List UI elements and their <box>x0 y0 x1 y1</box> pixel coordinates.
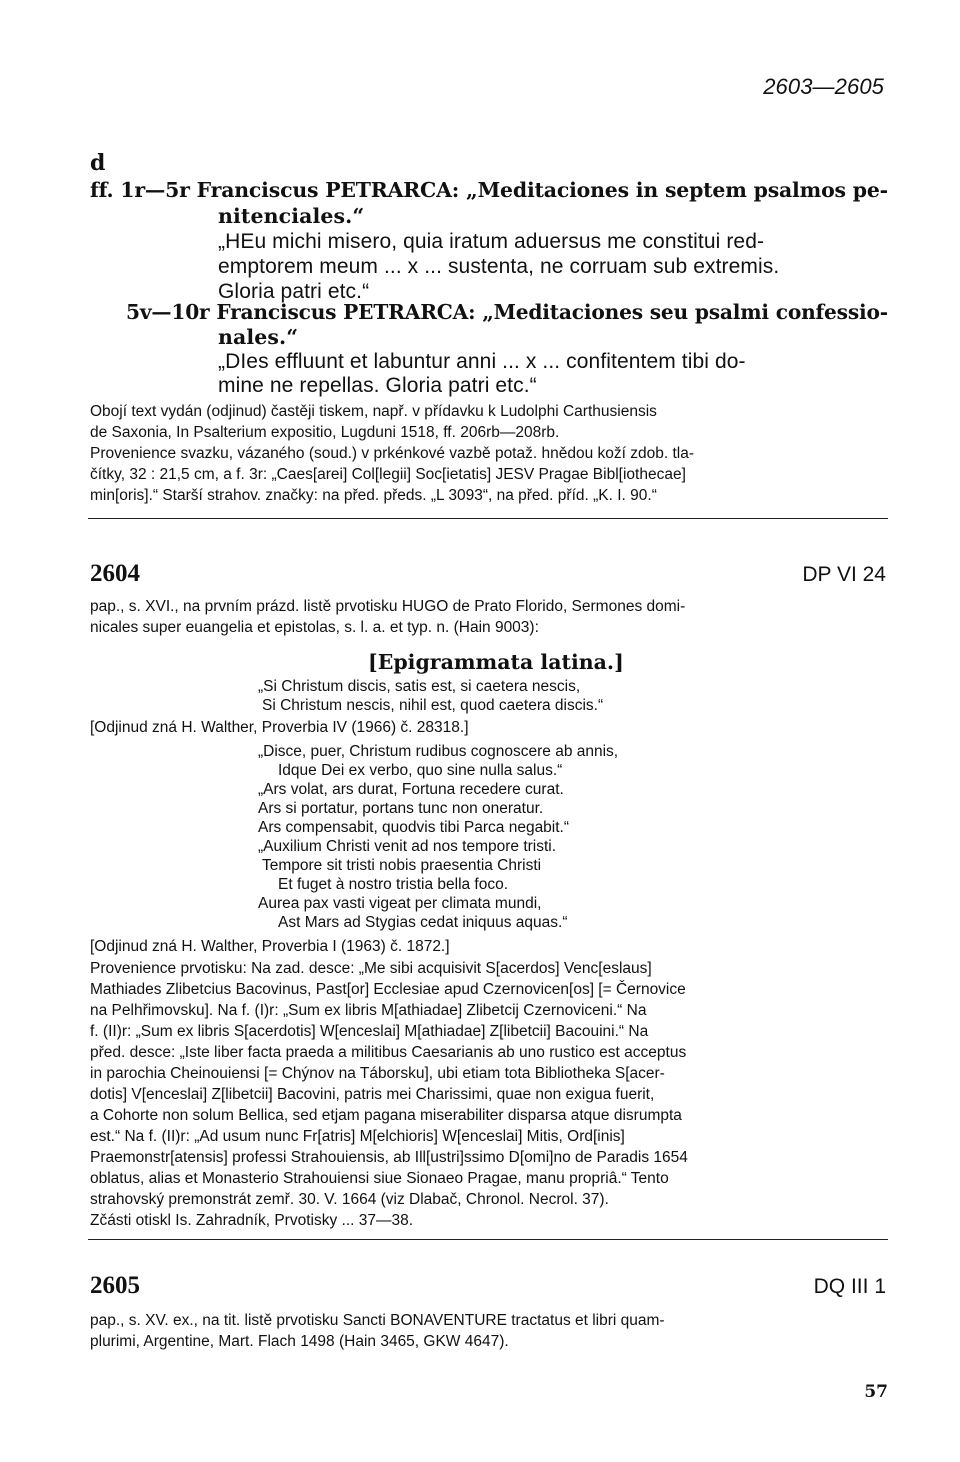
page-number: 57 <box>864 1382 888 1402</box>
item-line: ff. 1r—5r Franciscus PETRARCA: „Meditaciones in septem psalmos pe- <box>90 178 888 202</box>
provenience-line: Provenience prvotisku: Na zad. desce: „Me sibi acquisivit S[acerdos] Venc[eslaus] <box>90 960 652 977</box>
provenience-line: f. (II)r: „Sum ex libris S[acerdotis] W[enceslai] M[athiadae] Z[libetcii] Bacouini.“ Na <box>90 1023 649 1040</box>
verse-line: Ast Mars ad Stygias cedat iniquus aquas.“ <box>278 914 568 931</box>
shelfmark: DQ III 1 <box>813 1275 886 1298</box>
verse-line: Idque Dei ex verbo, quo sine nulla salus.“ <box>278 762 563 779</box>
item-line: nales.“ <box>218 325 299 349</box>
verse-line: Aurea pax vasti vigeat per climata mundi, <box>258 895 542 912</box>
provenience-line: est.“ Na f. (II)r: „Ad usum nunc Fr[atris] M[elchioris] W[enceslai] Mitis, Ord[inis] <box>90 1128 625 1145</box>
divider-rule <box>88 1239 888 1240</box>
incipit-line: „HEu michi misero, quia iratum aduersus me constitui red- <box>218 230 765 253</box>
entry-number: 2605 <box>90 1272 140 1299</box>
provenience-line: Praemonstr[atensis] professi Strahouiensis, ab Ill[ustri]ssimo D[omi]no de Paradis 1654 <box>90 1149 688 1166</box>
verse-line: Tempore sit tristi nobis praesentia Christi <box>262 857 542 874</box>
incipit-line: Gloria patri etc.“ <box>218 280 370 303</box>
note-line: Provenience svazku, vázaného (soud.) v prkénkové vazbě potaž. hnědou koží zdob. tla- <box>90 445 694 462</box>
verse-line: „Ars volat, ars durat, Fortuna recedere curat. <box>258 781 564 798</box>
note-line: čítky, 32 : 21,5 cm, a f. 3r: „Caes[arei] Col[legii] Soc[ietatis] JESV Pragae Bibl[iothecae] <box>90 466 686 483</box>
divider-rule <box>88 518 888 519</box>
provenience-line: dotis] V[enceslai] Z[libetcii] Bacovini, patris mei Charissimi, quae non exigua fuerit, <box>90 1086 655 1103</box>
provenience-line: in parochia Cheinouiensi [= Chýnov na Táborsku], ubi etiam tota Bibliotheka S[acer- <box>90 1065 665 1082</box>
provenience-line: Mathiades Zlibetcius Bacovinus, Past[or] Ecclesiae apud Czernovicen[os] [= Černovice <box>90 981 686 998</box>
reference-line: [Odjinud zná H. Walther, Proverbia IV (1966) č. 28318.] <box>90 719 469 736</box>
incipit-line: mine ne repellas. Gloria patri etc.“ <box>218 374 537 397</box>
verse-line: „Auxilium Christi venit ad nos tempore tristi. <box>258 838 557 855</box>
intro-line: pap., s. XV. ex., na tit. listě prvotisku Sancti BONAVENTURE tractatus et libri quam- <box>90 1312 665 1329</box>
verse-line: „Si Christum discis, satis est, si caetera nescis, <box>258 678 581 695</box>
provenience-line: oblatus, alias et Monasterio Strahouiensi siue Sionaeo Pragae, manu propriâ.“ Tento <box>90 1170 669 1187</box>
verse-line: Ars si portatur, portans tunc non oneratur. <box>258 800 544 817</box>
intro-line: pap., s. XVI., na prvním prázd. listě prvotisku HUGO de Prato Florido, Sermones domi- <box>90 598 686 615</box>
verse-line: Ars compensabit, quodvis tibi Parca negabit.“ <box>258 819 570 836</box>
intro-line: nicales super euangelia et epistolas, s. l. a. et typ. n. (Hain 9003): <box>90 619 539 636</box>
item-line: 5v—10r Franciscus PETRARCA: „Meditaciones seu psalmi confessio- <box>126 300 888 324</box>
verse-line: „Disce, puer, Christum rudibus cognoscere ab annis, <box>258 743 619 760</box>
note-line: min[oris].“ Starší strahov. značky: na před. předs. „L 3093“, na před. příd. „K. I. 90.“ <box>90 487 657 504</box>
provenience-line: a Cohorte non solum Bellica, sed etjam pagana miserabiliter disparsa atque disrumpta <box>90 1107 682 1124</box>
provenience-line: před. desce: „Iste liber facta praeda a militibus Caesarianis ab uno rustico est acceptus <box>90 1044 687 1061</box>
verse-line: Si Christum nescis, nihil est, quod caetera discis.“ <box>262 697 604 714</box>
running-header: 2603—2605 <box>763 74 884 99</box>
entry-number: 2604 <box>90 560 140 587</box>
provenience-line: strahovský premonstrát zemř. 30. V. 1664 (viz Dlabač, Chronol. Necrol. 37). <box>90 1191 609 1208</box>
section-letter: d <box>90 150 106 176</box>
reference-line: [Odjinud zná H. Walther, Proverbia I (1963) č. 1872.] <box>90 938 450 955</box>
incipit-line: emptorem meum ... x ... sustenta, ne corruam sub extremis. <box>218 255 780 278</box>
work-title: [Epigrammata latina.] <box>368 650 624 674</box>
shelfmark: DP VI 24 <box>802 563 886 586</box>
provenience-line: Zčásti otiskl Is. Zahradník, Prvotisky ... 37—38. <box>90 1212 414 1229</box>
note-line: de Saxonia, In Psalterium expositio, Lugduni 1518, ff. 206rb—208rb. <box>90 424 560 441</box>
intro-line: plurimi, Argentine, Mart. Flach 1498 (Hain 3465, GKW 4647). <box>90 1333 509 1350</box>
provenience-line: na Pelhřimovsku]. Na f. (I)r: „Sum ex libris M[athiadae] Zlibetcij Czernoviceni.“ Na <box>90 1002 647 1019</box>
verse-line: Et fuget à nostro tristia bella foco. <box>278 876 509 893</box>
item-line: nitenciales.“ <box>218 204 365 228</box>
incipit-line: „DIes effluunt et labuntur anni ... x ... confitentem tibi do- <box>218 350 746 373</box>
note-line: Obojí text vydán (odjinud) častěji tiskem, např. v přídavku k Ludolphi Carthusiensis <box>90 403 657 420</box>
